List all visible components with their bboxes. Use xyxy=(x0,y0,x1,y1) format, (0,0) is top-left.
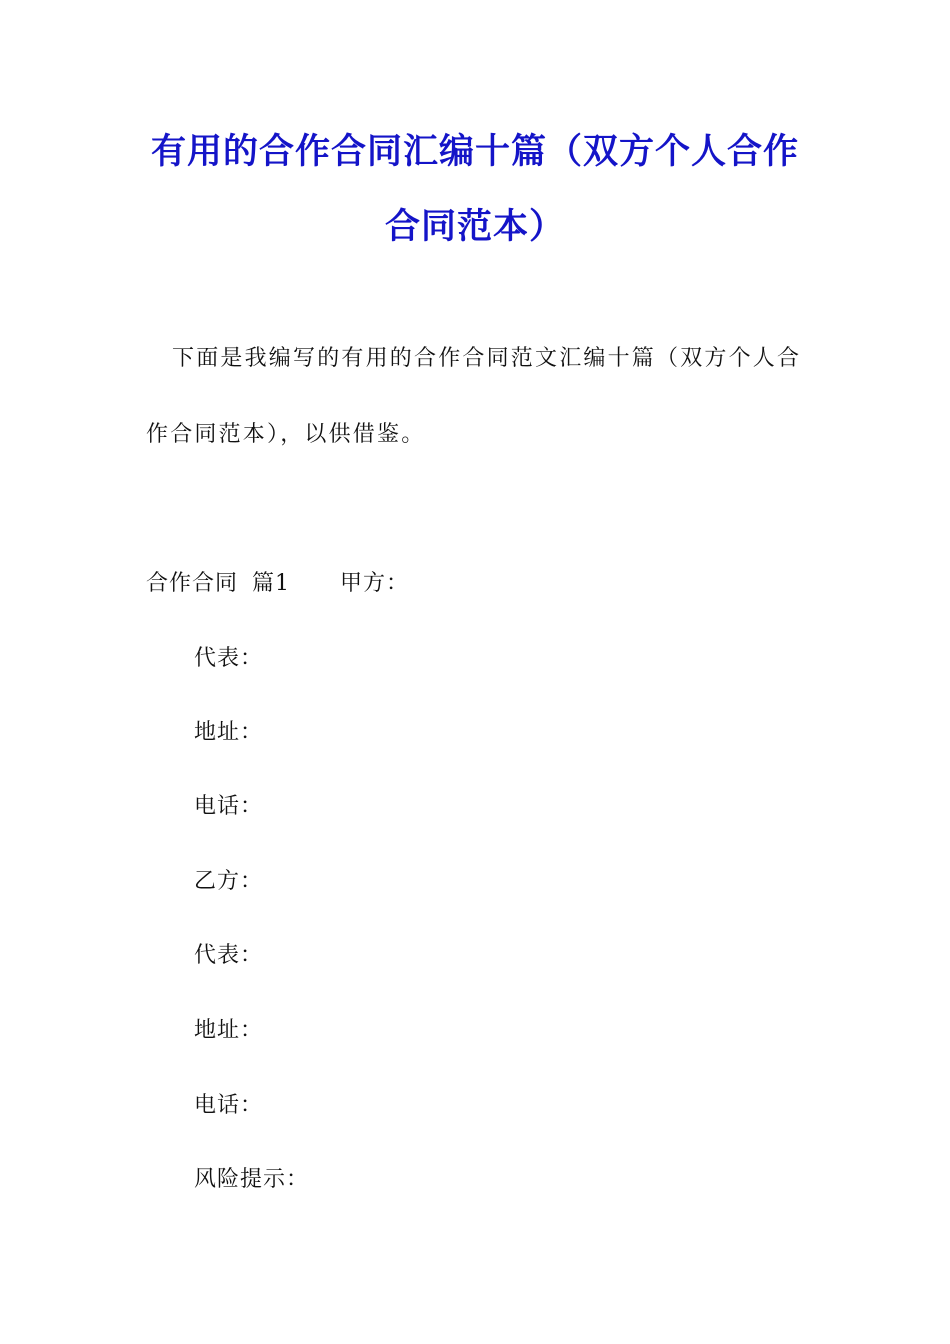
party-a-label: 甲方： xyxy=(340,571,410,596)
field-phone-a: 电话： xyxy=(194,794,264,819)
section-heading xyxy=(146,569,409,599)
section-name: 合作合同 xyxy=(146,571,239,596)
section-number: 篇1 xyxy=(252,571,291,596)
intro-paragraph-line-1: 下面是我编写的有用的合作合同范文汇编十篇（双方个人合 xyxy=(172,346,802,371)
intro-paragraph-line-2: 作合同范本），以供借鉴。 xyxy=(146,422,426,447)
field-representative-a: 代表： xyxy=(194,646,264,671)
document-title-line-2: 合同范本） xyxy=(384,207,565,247)
field-address-a: 地址： xyxy=(194,720,264,745)
field-risk-notice: 风险提示： xyxy=(194,1167,310,1192)
field-phone-b: 电话： xyxy=(194,1093,264,1118)
field-party-b: 乙方： xyxy=(194,869,264,894)
field-address-b: 地址： xyxy=(194,1018,264,1043)
field-representative-b: 代表： xyxy=(194,943,264,968)
document-title-line-1: 有用的合作合同汇编十篇（双方个人合作 xyxy=(150,132,799,172)
